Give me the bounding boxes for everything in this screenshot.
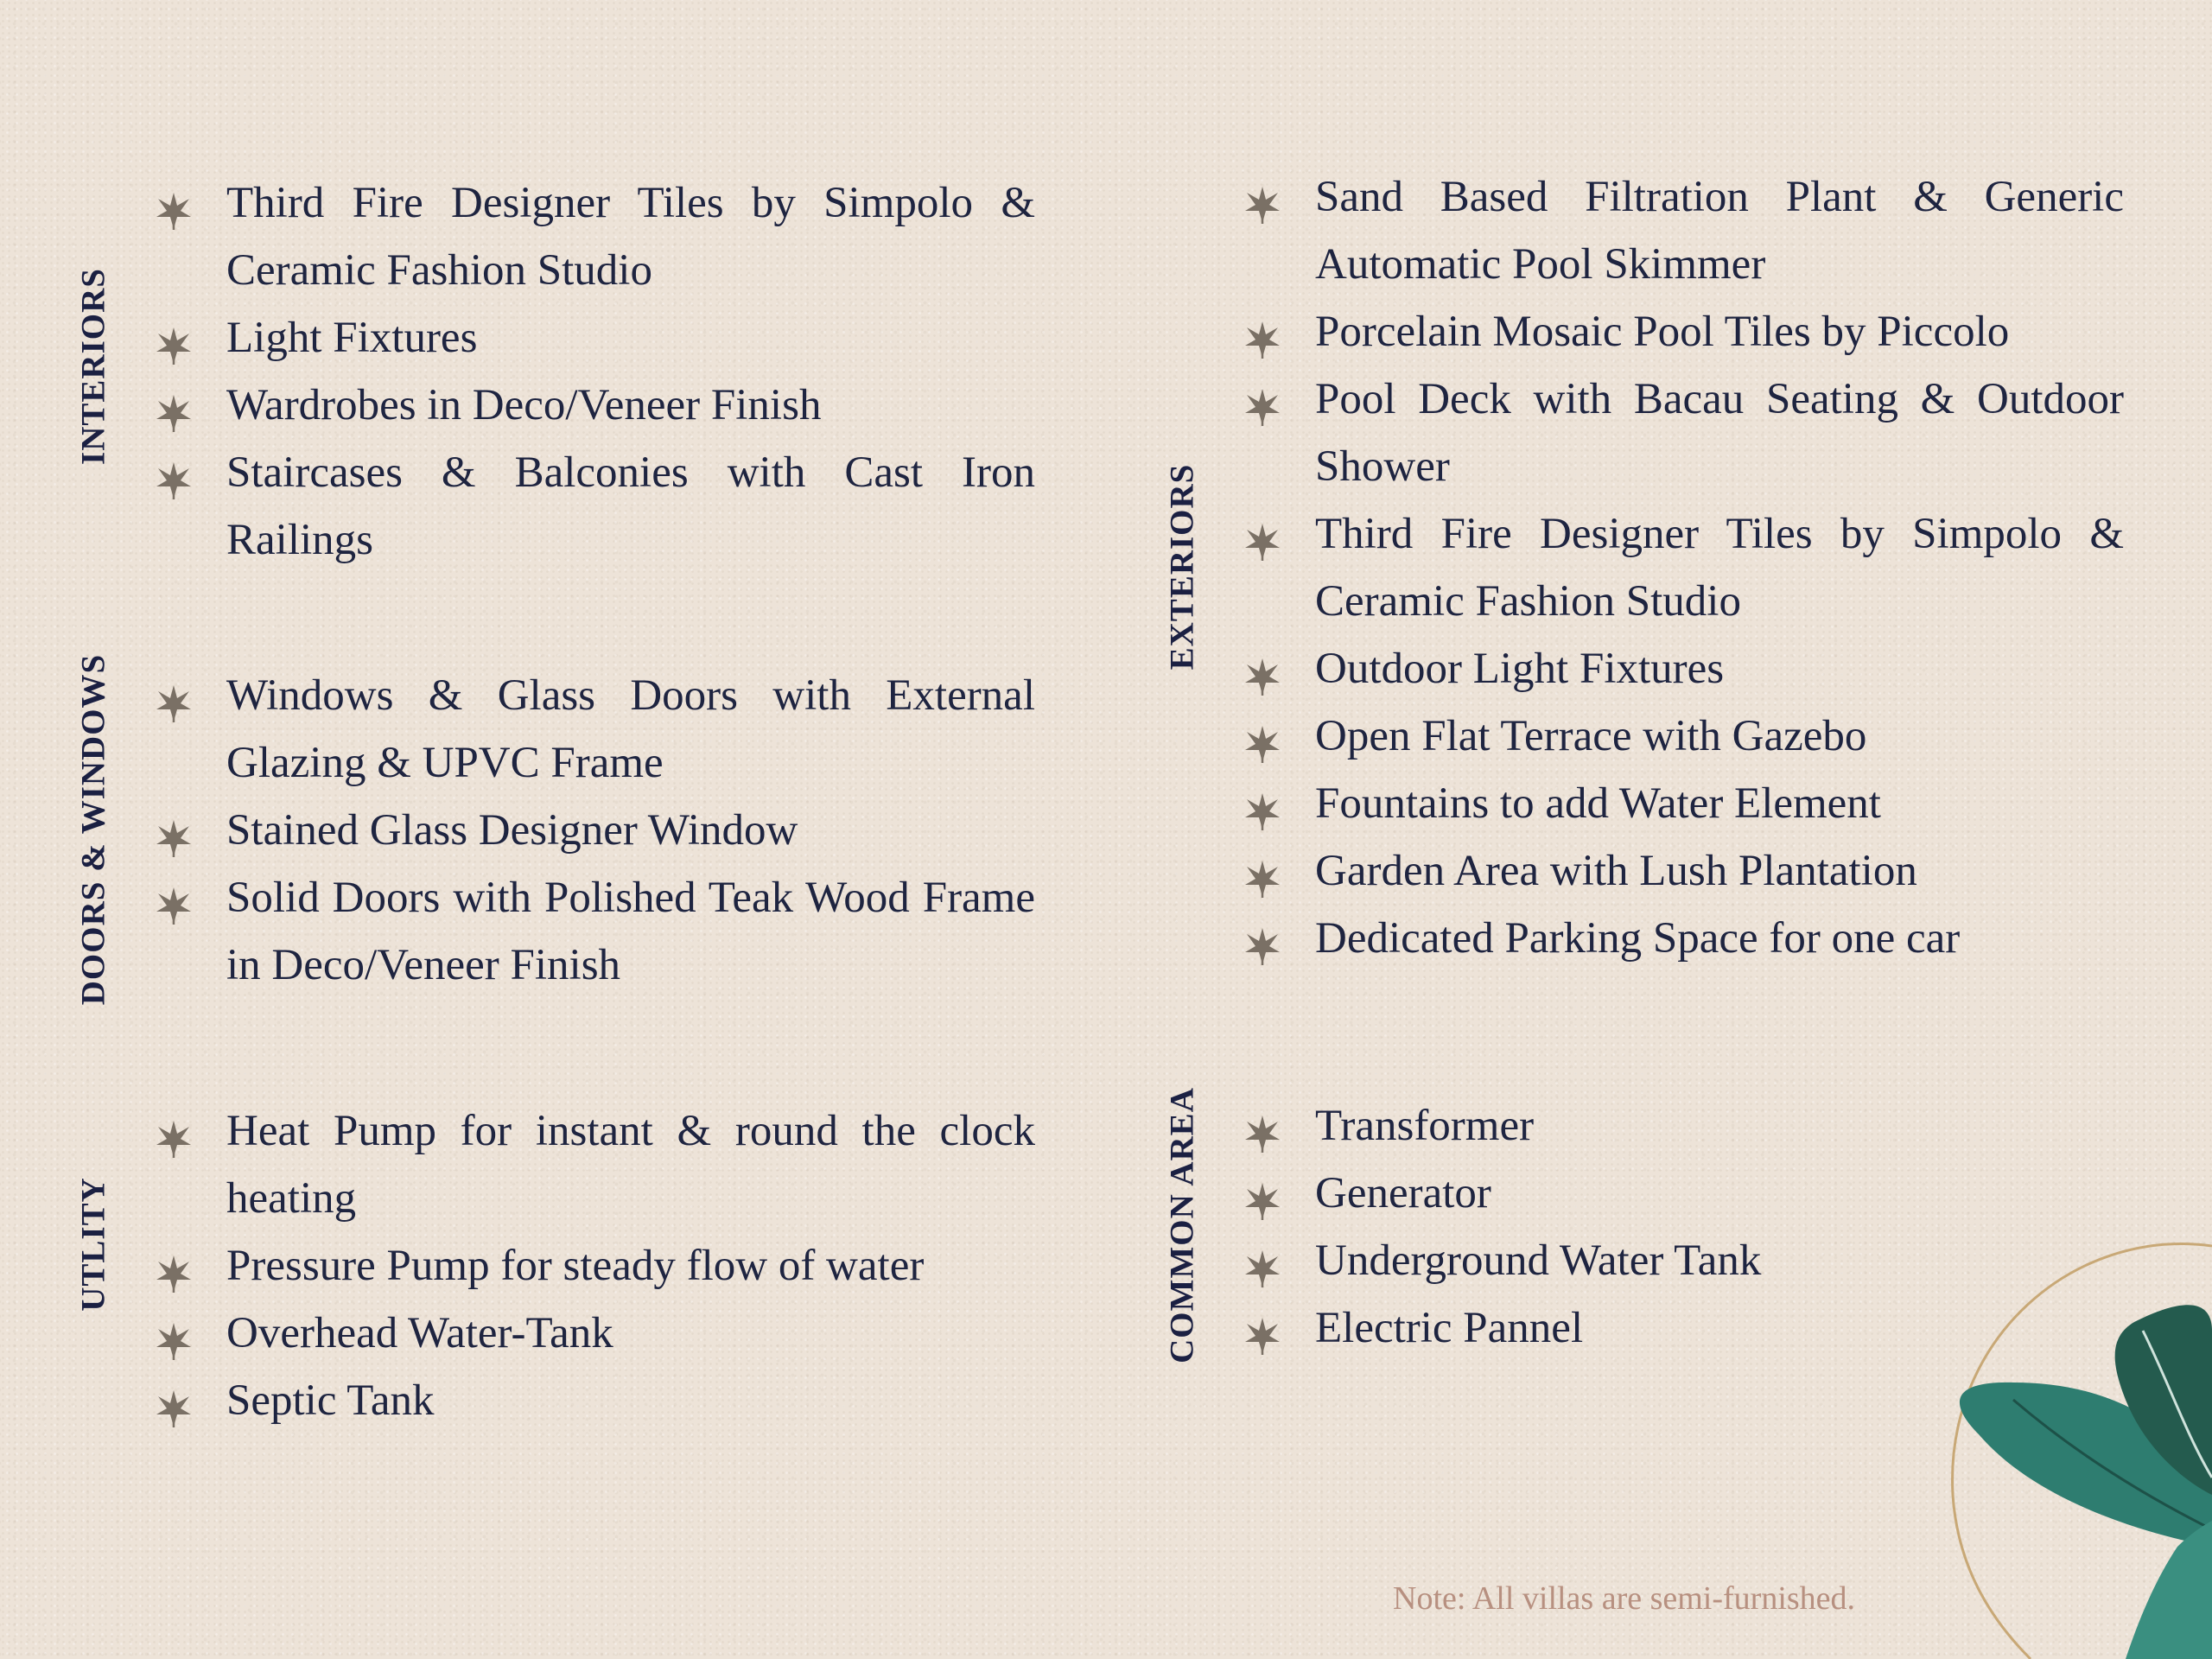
leaf-bullet-icon [1244, 716, 1281, 756]
list-item [156, 864, 1035, 999]
leaf-bullet-icon [156, 878, 192, 918]
list-item-text: Underground Water Tank [1315, 1236, 1762, 1285]
list-item-text: Open Flat Terrace with Gazebo [1315, 712, 1867, 760]
leaf-bullet-icon [156, 183, 192, 223]
leaf-bullet-icon [1244, 1308, 1281, 1348]
section-label-exteriors: EXTERIORS [1163, 463, 1201, 671]
leaf-bullet-icon [156, 385, 192, 425]
exteriors-list [1244, 163, 2124, 972]
list-item-text: Third Fire Designer Tiles by Simpolo & Ceramic Fashion Studio [226, 179, 1035, 295]
list-item [1244, 702, 2124, 770]
leaf-bullet-icon [1244, 1241, 1281, 1281]
list-item-text: Overhead Water-Tank [226, 1309, 613, 1357]
list-item [1244, 298, 2124, 365]
section-label-doors-windows: DOORS & WINDOWS [74, 653, 112, 1006]
list-item [156, 1367, 1035, 1434]
leaf-bullet-icon [156, 1381, 192, 1421]
leaf-bullet-icon [1244, 1106, 1281, 1146]
list-item [156, 304, 1035, 372]
leaf-bullet-icon [156, 1246, 192, 1286]
list-item-text: Outdoor Light Fixtures [1315, 645, 1725, 693]
list-item [1244, 163, 2124, 298]
list-item-text: Heat Pump for instant & round the clock heating [226, 1107, 1035, 1223]
list-item-text: Dedicated Parking Space for one car [1315, 914, 1961, 963]
leaf-bullet-icon [1244, 851, 1281, 891]
list-item [156, 1232, 1035, 1300]
list-item-text: Third Fire Designer Tiles by Simpolo & Ceramic Fashion Studio [1315, 510, 2124, 626]
leaf-bullet-icon [156, 810, 192, 850]
list-item-text: Staircases & Balconies with Cast Iron Railings [226, 448, 1035, 564]
list-item-text: Septic Tank [226, 1376, 435, 1425]
list-item [156, 169, 1035, 304]
list-item-text: Stained Glass Designer Window [226, 806, 798, 855]
list-item-text: Pressure Pump for steady flow of water [226, 1242, 925, 1290]
leaf-bullet-icon [156, 1111, 192, 1151]
list-item-text: Pool Deck with Bacau Seating & Outdoor Shower [1315, 375, 2124, 491]
leaf-bullet-icon [156, 318, 192, 358]
list-item [1244, 1160, 2124, 1227]
list-item-text: Solid Doors with Polished Teak Wood Frame in Deco/Veneer Finish [226, 874, 1035, 989]
doors-windows-list [156, 662, 1035, 999]
leaf-bullet-icon [156, 453, 192, 493]
section-label-interiors: INTERIORS [74, 268, 112, 465]
leaf-bullet-icon [1244, 312, 1281, 352]
footer-note: Note: All villas are semi-furnished. [1393, 1580, 1856, 1617]
leaf-bullet-icon [156, 1313, 192, 1353]
list-item-text: Windows & Glass Doors with External Glazing & UPVC Frame [226, 671, 1035, 787]
list-item [1244, 500, 2124, 635]
list-item [156, 662, 1035, 797]
section-label-utility: UTLITY [74, 1177, 112, 1312]
list-item [156, 797, 1035, 864]
list-item-text: Fountains to add Water Element [1315, 779, 1881, 828]
list-item [1244, 635, 2124, 702]
list-item-text: Transformer [1315, 1102, 1535, 1150]
interiors-list [156, 169, 1035, 574]
leaf-decoration-icon [1927, 1236, 2212, 1659]
leaf-bullet-icon [1244, 784, 1281, 823]
list-item [1244, 1092, 2124, 1160]
leaf-bullet-icon [1244, 1173, 1281, 1213]
list-item [156, 372, 1035, 439]
section-label-common-area: COMMON AREA [1163, 1087, 1201, 1363]
leaf-bullet-icon [1244, 379, 1281, 419]
leaf-bullet-icon [156, 676, 192, 715]
list-item-text: Garden Area with Lush Plantation [1315, 847, 1917, 895]
list-item-text: Sand Based Filtration Plant & Generic Automatic Pool Skimmer [1315, 173, 2124, 289]
leaf-bullet-icon [1244, 177, 1281, 217]
list-item-text: Light Fixtures [226, 314, 478, 362]
list-item [1244, 905, 2124, 972]
list-item [1244, 837, 2124, 905]
list-item [1244, 365, 2124, 500]
leaf-bullet-icon [1244, 918, 1281, 958]
list-item-text: Wardrobes in Deco/Veneer Finish [226, 381, 822, 429]
list-item [156, 1300, 1035, 1367]
list-item-text: Porcelain Mosaic Pool Tiles by Piccolo [1315, 308, 2010, 356]
utility-list [156, 1097, 1035, 1434]
list-item [156, 1097, 1035, 1232]
list-item-text: Generator [1315, 1169, 1491, 1217]
leaf-bullet-icon [1244, 514, 1281, 554]
list-item [156, 439, 1035, 574]
list-item [1244, 770, 2124, 837]
list-item-text: Electric Pannel [1315, 1304, 1584, 1352]
leaf-bullet-icon [1244, 649, 1281, 689]
